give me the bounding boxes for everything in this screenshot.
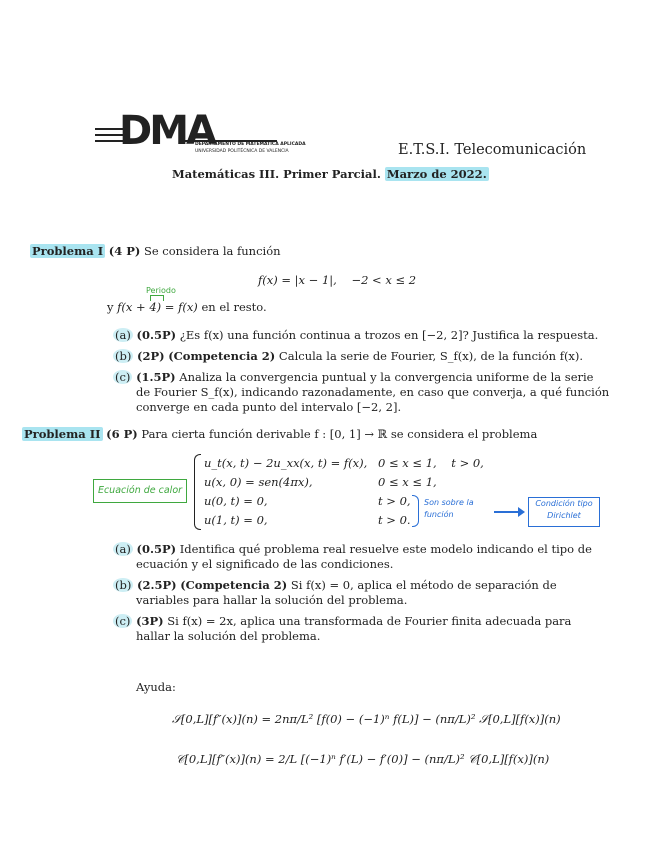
system-cond-4: t > 0. — [378, 513, 411, 527]
system-cond-2: 0 ≤ x ≤ 1, — [378, 475, 437, 489]
item-letter: (b) — [115, 349, 132, 363]
item-letter: (a) — [115, 328, 131, 342]
p1-label: Problema I — [32, 244, 104, 258]
p2-label: Problema II — [24, 427, 101, 441]
p2-system-brace — [194, 454, 201, 530]
help-label: Ayuda: — [136, 680, 176, 694]
p1-rest-suffix: en el resto. — [197, 300, 267, 314]
p2-points: (6 P) — [106, 427, 138, 441]
item-competence: (Competencia 2) — [168, 349, 276, 363]
p1-rest — [107, 300, 267, 315]
p1-points: (4 P) — [108, 244, 141, 258]
p1-rest-formula: f(x + 4) = f(x) — [117, 300, 198, 314]
note-boundary: Son sobre la función — [424, 498, 474, 519]
exam-date: Marzo de 2022. — [386, 167, 487, 181]
p1-periodic-note: Periodo — [146, 286, 176, 295]
p1-item-c — [113, 370, 593, 385]
item-text: Si f(x) = 2x, aplica una transformada de Fourier finita adecuada para — [163, 614, 572, 628]
item-letter: (c) — [115, 370, 131, 384]
item-letter: (a) — [115, 542, 131, 556]
system-cond-1: 0 ≤ x ≤ 1, t > 0, — [378, 456, 484, 470]
formula-1-lhs: 𝒮[0,L][f″(x)](n) = — [172, 712, 272, 726]
item-points: (2P) — [137, 349, 165, 363]
p1-intro: Se considera la función — [143, 244, 281, 258]
p2-item-c — [113, 614, 571, 629]
formula-2-rhs: 2/L [(−1)ⁿ f′(L) − f′(0)] − (nπ/L)² 𝒞[0,L][f(x)](n) — [278, 752, 550, 766]
item-letter: (c) — [115, 614, 131, 628]
exam-title — [172, 167, 489, 182]
help-formula-2 — [176, 752, 549, 767]
p2-item-a-line2: ecuación y el significado de las condiciones. — [136, 557, 394, 571]
p2-intro: Para cierta función derivable f : [0, 1] → ℝ se considera el problema — [141, 427, 538, 441]
p2-item-b — [113, 578, 557, 593]
logo — [95, 108, 306, 158]
item-letter: (b) — [115, 578, 132, 592]
item-points: (1.5P) — [136, 370, 176, 384]
item-points: (0.5P) — [136, 542, 177, 556]
formula-1-rhs: 2nπ/L² [f(0) − (−1)ⁿ f(L)] − (nπ/L)² 𝒮[0,L][f(x)](n) — [274, 712, 561, 726]
system-eq-2: u(x, 0) = sen(4πx), — [204, 475, 313, 489]
exam-title-text: Matemáticas III. Primer Parcial. — [172, 167, 381, 181]
logo-line1: DEPARTAMENTO DE MATEMÁTICA APLICADA — [195, 142, 306, 147]
p1-item-c-line3: converge en cada punto del intervalo [−2, 2]. — [136, 400, 402, 414]
p1-formula: f(x) = |x − 1|, −2 < x ≤ 2 — [258, 273, 417, 287]
note-bracket — [412, 495, 419, 527]
formula-2-lhs: 𝒞[0,L][f″(x)](n) = — [176, 752, 275, 766]
school-name: E.T.S.I. Telecomunicación — [398, 142, 587, 158]
note-heat-text: Ecuación de calor — [97, 485, 183, 496]
logo-line2: UNIVERSIDAD POLITÉCNICA DE VALENCIA — [195, 149, 289, 154]
item-points: (3P) — [136, 614, 164, 628]
note-dirichlet-box — [528, 497, 600, 527]
note-arrow-icon — [494, 511, 520, 513]
system-eq-1: u_t(x, t) − 2u_xx(x, t) = f(x), — [204, 456, 368, 470]
item-text: ¿Es f(x) una función continua a trozos en [−2, 2]? Justifica la respuesta. — [176, 328, 599, 342]
p1-item-c-line2: de Fourier S_f(x), indicando razonadamente, en caso que converja, a qué función — [136, 385, 610, 399]
item-text: Identifica qué problema real resuelve este modelo indicando el tipo de — [176, 542, 592, 556]
item-text: Calcula la serie de Fourier, S_f(x), de la función f(x). — [275, 349, 584, 363]
note-heat-equation — [93, 479, 187, 503]
note-arrowhead-icon — [518, 507, 525, 517]
item-points: (2.5P) — [137, 578, 177, 592]
p1-item-a — [113, 328, 598, 343]
system-eq-4: u(1, t) = 0, — [204, 513, 268, 527]
item-competence: (Competencia 2) — [180, 578, 288, 592]
p1-item-b — [113, 349, 583, 364]
system-eq-3: u(0, t) = 0, — [204, 494, 268, 508]
item-text: Analiza la convergencia puntual y la convergencia uniforme de la serie — [175, 370, 594, 384]
p2-item-c-line2: hallar la solución del problema. — [136, 629, 321, 643]
p2-item-b-line2: variables para hallar la solución del problema. — [136, 593, 408, 607]
system-cond-3: t > 0, — [378, 494, 411, 508]
item-points: (0.5P) — [136, 328, 177, 342]
note-dirichlet-text: Condición tipo Dirichlet — [535, 499, 593, 520]
p2-item-a — [113, 542, 592, 557]
p1-heading — [30, 244, 281, 259]
item-text: Si f(x) = 0, aplica el método de separación de — [287, 578, 557, 592]
p2-heading — [22, 427, 537, 442]
help-formula-1 — [172, 712, 561, 727]
logo-letters: DMA — [119, 108, 214, 154]
p1-rest-prefix: y — [107, 300, 118, 314]
